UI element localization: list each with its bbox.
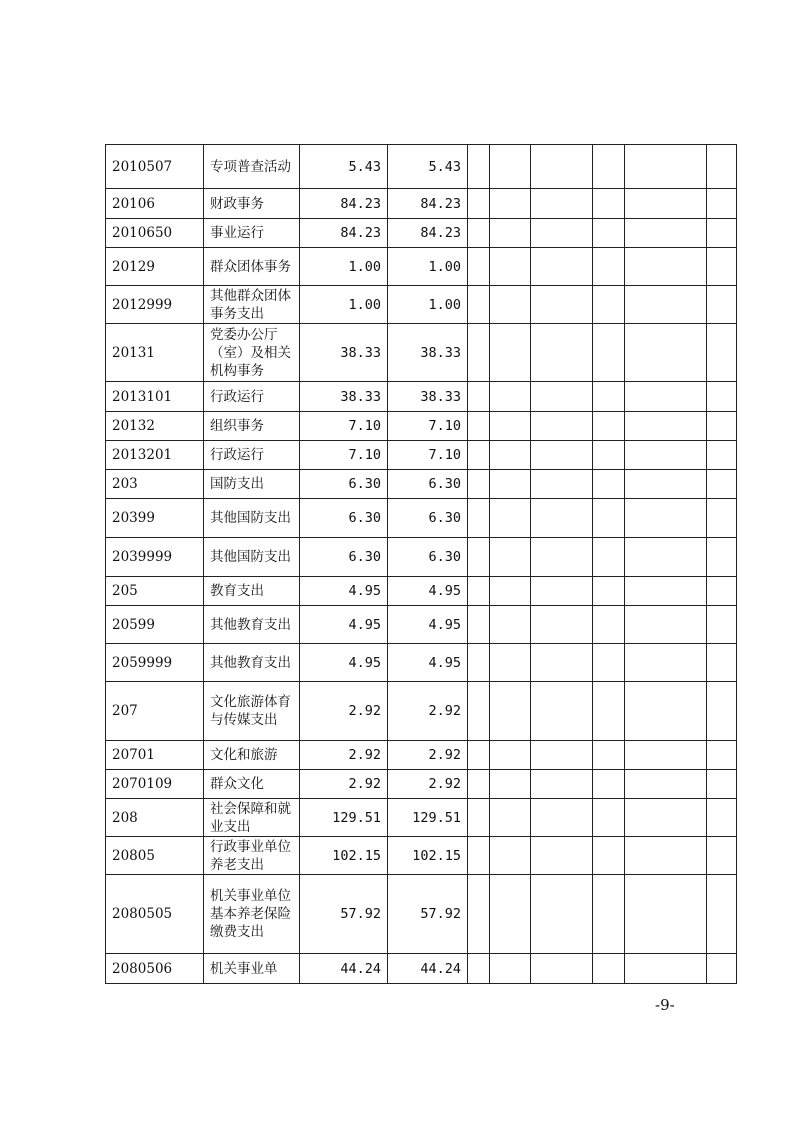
row-name-cell: 事业运行 (204, 219, 300, 248)
empty-cell (531, 538, 593, 577)
empty-cell (531, 324, 593, 382)
empty-cell (490, 219, 531, 248)
empty-cell (625, 577, 707, 606)
empty-cell (625, 644, 707, 682)
empty-cell (468, 145, 490, 189)
empty-cell (593, 538, 625, 577)
row-total-cell: 6.30 (300, 470, 388, 499)
row-name-cell: 机关事业单 (204, 954, 300, 984)
table-row (106, 741, 737, 770)
table-row (106, 248, 737, 286)
empty-cell (625, 538, 707, 577)
row-basic-cell: 6.30 (388, 499, 468, 538)
row-basic-cell: 129.51 (388, 799, 468, 837)
empty-cell (531, 145, 593, 189)
row-name-cell: 专项普查活动 (204, 145, 300, 189)
table-row (106, 499, 737, 538)
empty-cell (468, 324, 490, 382)
empty-cell (468, 286, 490, 324)
empty-cell (593, 248, 625, 286)
row-code-cell: 20599 (106, 606, 204, 644)
row-name-cell: 国防支出 (204, 470, 300, 499)
empty-cell (490, 741, 531, 770)
row-basic-cell: 1.00 (388, 248, 468, 286)
row-code-cell: 20129 (106, 248, 204, 286)
empty-cell (468, 219, 490, 248)
row-code-cell: 2070109 (106, 770, 204, 799)
row-basic-cell: 1.00 (388, 286, 468, 324)
empty-cell (707, 499, 737, 538)
row-total-cell: 2.92 (300, 682, 388, 741)
empty-cell (593, 799, 625, 837)
table-row (106, 538, 737, 577)
row-basic-cell: 4.95 (388, 606, 468, 644)
empty-cell (707, 538, 737, 577)
empty-cell (490, 470, 531, 499)
empty-cell (707, 145, 737, 189)
table-row (106, 324, 737, 382)
empty-cell (531, 412, 593, 441)
empty-cell (468, 470, 490, 499)
empty-cell (593, 324, 625, 382)
row-code-cell: 2013201 (106, 441, 204, 470)
row-code-cell: 208 (106, 799, 204, 837)
table-row (106, 837, 737, 875)
empty-cell (625, 606, 707, 644)
row-name-cell: 社会保障和就业支出 (204, 799, 300, 837)
empty-cell (593, 606, 625, 644)
empty-cell (707, 682, 737, 741)
row-total-cell: 84.23 (300, 219, 388, 248)
row-code-cell: 20106 (106, 189, 204, 219)
row-basic-cell: 7.10 (388, 412, 468, 441)
empty-cell (490, 875, 531, 954)
row-total-cell: 38.33 (300, 324, 388, 382)
row-name-cell: 其他教育支出 (204, 644, 300, 682)
row-total-cell: 57.92 (300, 875, 388, 954)
table-row (106, 954, 737, 984)
empty-cell (490, 412, 531, 441)
row-basic-cell: 2.92 (388, 770, 468, 799)
row-code-cell: 2013101 (106, 382, 204, 412)
budget-table-body (106, 145, 737, 984)
empty-cell (531, 875, 593, 954)
empty-cell (531, 770, 593, 799)
empty-cell (531, 470, 593, 499)
empty-cell (625, 441, 707, 470)
row-code-cell: 207 (106, 682, 204, 741)
row-name-cell: 行政事业单位养老支出 (204, 837, 300, 875)
empty-cell (468, 248, 490, 286)
row-code-cell: 2012999 (106, 286, 204, 324)
empty-cell (531, 286, 593, 324)
row-total-cell: 102.15 (300, 837, 388, 875)
row-basic-cell: 4.95 (388, 577, 468, 606)
row-code-cell: 205 (106, 577, 204, 606)
empty-cell (593, 577, 625, 606)
empty-cell (490, 770, 531, 799)
empty-cell (468, 606, 490, 644)
row-total-cell: 2.92 (300, 741, 388, 770)
empty-cell (490, 248, 531, 286)
empty-cell (490, 577, 531, 606)
row-name-cell: 文化和旅游 (204, 741, 300, 770)
empty-cell (490, 644, 531, 682)
empty-cell (490, 145, 531, 189)
row-total-cell: 1.00 (300, 248, 388, 286)
table-row (106, 412, 737, 441)
empty-cell (625, 954, 707, 984)
empty-cell (593, 286, 625, 324)
empty-cell (707, 770, 737, 799)
row-total-cell: 38.33 (300, 382, 388, 412)
empty-cell (531, 606, 593, 644)
row-code-cell: 203 (106, 470, 204, 499)
row-name-cell: 组织事务 (204, 412, 300, 441)
row-total-cell: 2.92 (300, 770, 388, 799)
empty-cell (531, 499, 593, 538)
empty-cell (625, 470, 707, 499)
empty-cell (625, 324, 707, 382)
empty-cell (593, 741, 625, 770)
empty-cell (625, 770, 707, 799)
empty-cell (468, 799, 490, 837)
row-name-cell: 教育支出 (204, 577, 300, 606)
empty-cell (707, 470, 737, 499)
row-code-cell: 2010507 (106, 145, 204, 189)
row-name-cell: 文化旅游体育与传媒支出 (204, 682, 300, 741)
row-basic-cell: 84.23 (388, 219, 468, 248)
empty-cell (707, 837, 737, 875)
empty-cell (468, 382, 490, 412)
empty-cell (490, 606, 531, 644)
empty-cell (531, 189, 593, 219)
empty-cell (707, 577, 737, 606)
row-total-cell: 5.43 (300, 145, 388, 189)
empty-cell (468, 189, 490, 219)
table-row (106, 382, 737, 412)
empty-cell (625, 741, 707, 770)
row-name-cell: 行政运行 (204, 382, 300, 412)
row-basic-cell: 57.92 (388, 875, 468, 954)
table-row (106, 875, 737, 954)
row-total-cell: 7.10 (300, 441, 388, 470)
row-name-cell: 其他国防支出 (204, 499, 300, 538)
empty-cell (490, 324, 531, 382)
empty-cell (490, 499, 531, 538)
empty-cell (593, 499, 625, 538)
row-code-cell: 20701 (106, 741, 204, 770)
empty-cell (593, 219, 625, 248)
empty-cell (707, 286, 737, 324)
row-basic-cell: 5.43 (388, 145, 468, 189)
row-total-cell: 6.30 (300, 538, 388, 577)
empty-cell (468, 837, 490, 875)
empty-cell (531, 577, 593, 606)
row-basic-cell: 4.95 (388, 644, 468, 682)
empty-cell (625, 682, 707, 741)
row-name-cell: 财政事务 (204, 189, 300, 219)
empty-cell (707, 219, 737, 248)
empty-cell (593, 682, 625, 741)
empty-cell (468, 741, 490, 770)
empty-cell (625, 286, 707, 324)
empty-cell (468, 499, 490, 538)
empty-cell (490, 382, 531, 412)
empty-cell (625, 219, 707, 248)
table-row (106, 799, 737, 837)
table-row (106, 606, 737, 644)
empty-cell (490, 682, 531, 741)
row-code-cell: 2039999 (106, 538, 204, 577)
empty-cell (468, 770, 490, 799)
empty-cell (593, 412, 625, 441)
table-row (106, 145, 737, 189)
row-basic-cell: 102.15 (388, 837, 468, 875)
empty-cell (468, 682, 490, 741)
empty-cell (490, 799, 531, 837)
empty-cell (593, 837, 625, 875)
row-basic-cell: 7.10 (388, 441, 468, 470)
empty-cell (490, 286, 531, 324)
row-name-cell: 行政运行 (204, 441, 300, 470)
row-total-cell: 7.10 (300, 412, 388, 441)
row-code-cell: 20131 (106, 324, 204, 382)
empty-cell (593, 441, 625, 470)
table-row (106, 441, 737, 470)
row-name-cell: 党委办公厅（室）及相关机构事务 (204, 324, 300, 382)
row-basic-cell: 2.92 (388, 682, 468, 741)
row-basic-cell: 2.92 (388, 741, 468, 770)
empty-cell (707, 799, 737, 837)
empty-cell (490, 837, 531, 875)
empty-cell (593, 770, 625, 799)
row-total-cell: 1.00 (300, 286, 388, 324)
empty-cell (707, 644, 737, 682)
row-basic-cell: 6.30 (388, 538, 468, 577)
empty-cell (707, 412, 737, 441)
row-total-cell: 4.95 (300, 577, 388, 606)
row-total-cell: 44.24 (300, 954, 388, 984)
empty-cell (531, 954, 593, 984)
table-row (106, 470, 737, 499)
empty-cell (625, 412, 707, 441)
empty-cell (625, 248, 707, 286)
row-basic-cell: 38.33 (388, 324, 468, 382)
row-basic-cell: 44.24 (388, 954, 468, 984)
empty-cell (625, 145, 707, 189)
empty-cell (468, 412, 490, 441)
empty-cell (707, 441, 737, 470)
table-row (106, 189, 737, 219)
row-code-cell: 20805 (106, 837, 204, 875)
empty-cell (531, 248, 593, 286)
table-row (106, 770, 737, 799)
row-total-cell: 129.51 (300, 799, 388, 837)
empty-cell (531, 219, 593, 248)
empty-cell (707, 954, 737, 984)
empty-cell (593, 382, 625, 412)
row-name-cell: 其他群众团体事务支出 (204, 286, 300, 324)
empty-cell (531, 441, 593, 470)
empty-cell (707, 248, 737, 286)
row-code-cell: 2059999 (106, 644, 204, 682)
row-name-cell: 其他教育支出 (204, 606, 300, 644)
empty-cell (593, 145, 625, 189)
empty-cell (593, 644, 625, 682)
row-code-cell: 2080505 (106, 875, 204, 954)
empty-cell (490, 441, 531, 470)
row-code-cell: 2080506 (106, 954, 204, 984)
row-code-cell: 20132 (106, 412, 204, 441)
row-name-cell: 机关事业单位基本养老保险缴费支出 (204, 875, 300, 954)
empty-cell (531, 799, 593, 837)
empty-cell (531, 644, 593, 682)
empty-cell (625, 837, 707, 875)
empty-cell (490, 538, 531, 577)
empty-cell (707, 189, 737, 219)
table-row (106, 286, 737, 324)
budget-table (105, 144, 737, 984)
empty-cell (468, 954, 490, 984)
empty-cell (593, 875, 625, 954)
empty-cell (625, 382, 707, 412)
row-basic-cell: 84.23 (388, 189, 468, 219)
empty-cell (468, 441, 490, 470)
empty-cell (490, 954, 531, 984)
empty-cell (468, 875, 490, 954)
table-row (106, 682, 737, 741)
row-code-cell: 20399 (106, 499, 204, 538)
empty-cell (468, 644, 490, 682)
empty-cell (707, 875, 737, 954)
row-name-cell: 其他国防支出 (204, 538, 300, 577)
empty-cell (531, 741, 593, 770)
table-row (106, 219, 737, 248)
row-total-cell: 6.30 (300, 499, 388, 538)
row-basic-cell: 6.30 (388, 470, 468, 499)
row-code-cell: 2010650 (106, 219, 204, 248)
empty-cell (707, 741, 737, 770)
empty-cell (490, 189, 531, 219)
empty-cell (593, 189, 625, 219)
empty-cell (625, 189, 707, 219)
empty-cell (707, 382, 737, 412)
table-row (106, 577, 737, 606)
row-total-cell: 4.95 (300, 644, 388, 682)
empty-cell (625, 875, 707, 954)
empty-cell (531, 837, 593, 875)
table-row (106, 644, 737, 682)
empty-cell (468, 577, 490, 606)
empty-cell (593, 954, 625, 984)
empty-cell (707, 324, 737, 382)
row-total-cell: 84.23 (300, 189, 388, 219)
page-number: -9- (655, 996, 675, 1014)
empty-cell (468, 538, 490, 577)
empty-cell (625, 799, 707, 837)
row-basic-cell: 38.33 (388, 382, 468, 412)
empty-cell (625, 499, 707, 538)
row-name-cell: 群众团体事务 (204, 248, 300, 286)
empty-cell (531, 382, 593, 412)
row-total-cell: 4.95 (300, 606, 388, 644)
empty-cell (531, 682, 593, 741)
empty-cell (707, 606, 737, 644)
empty-cell (593, 470, 625, 499)
row-name-cell: 群众文化 (204, 770, 300, 799)
